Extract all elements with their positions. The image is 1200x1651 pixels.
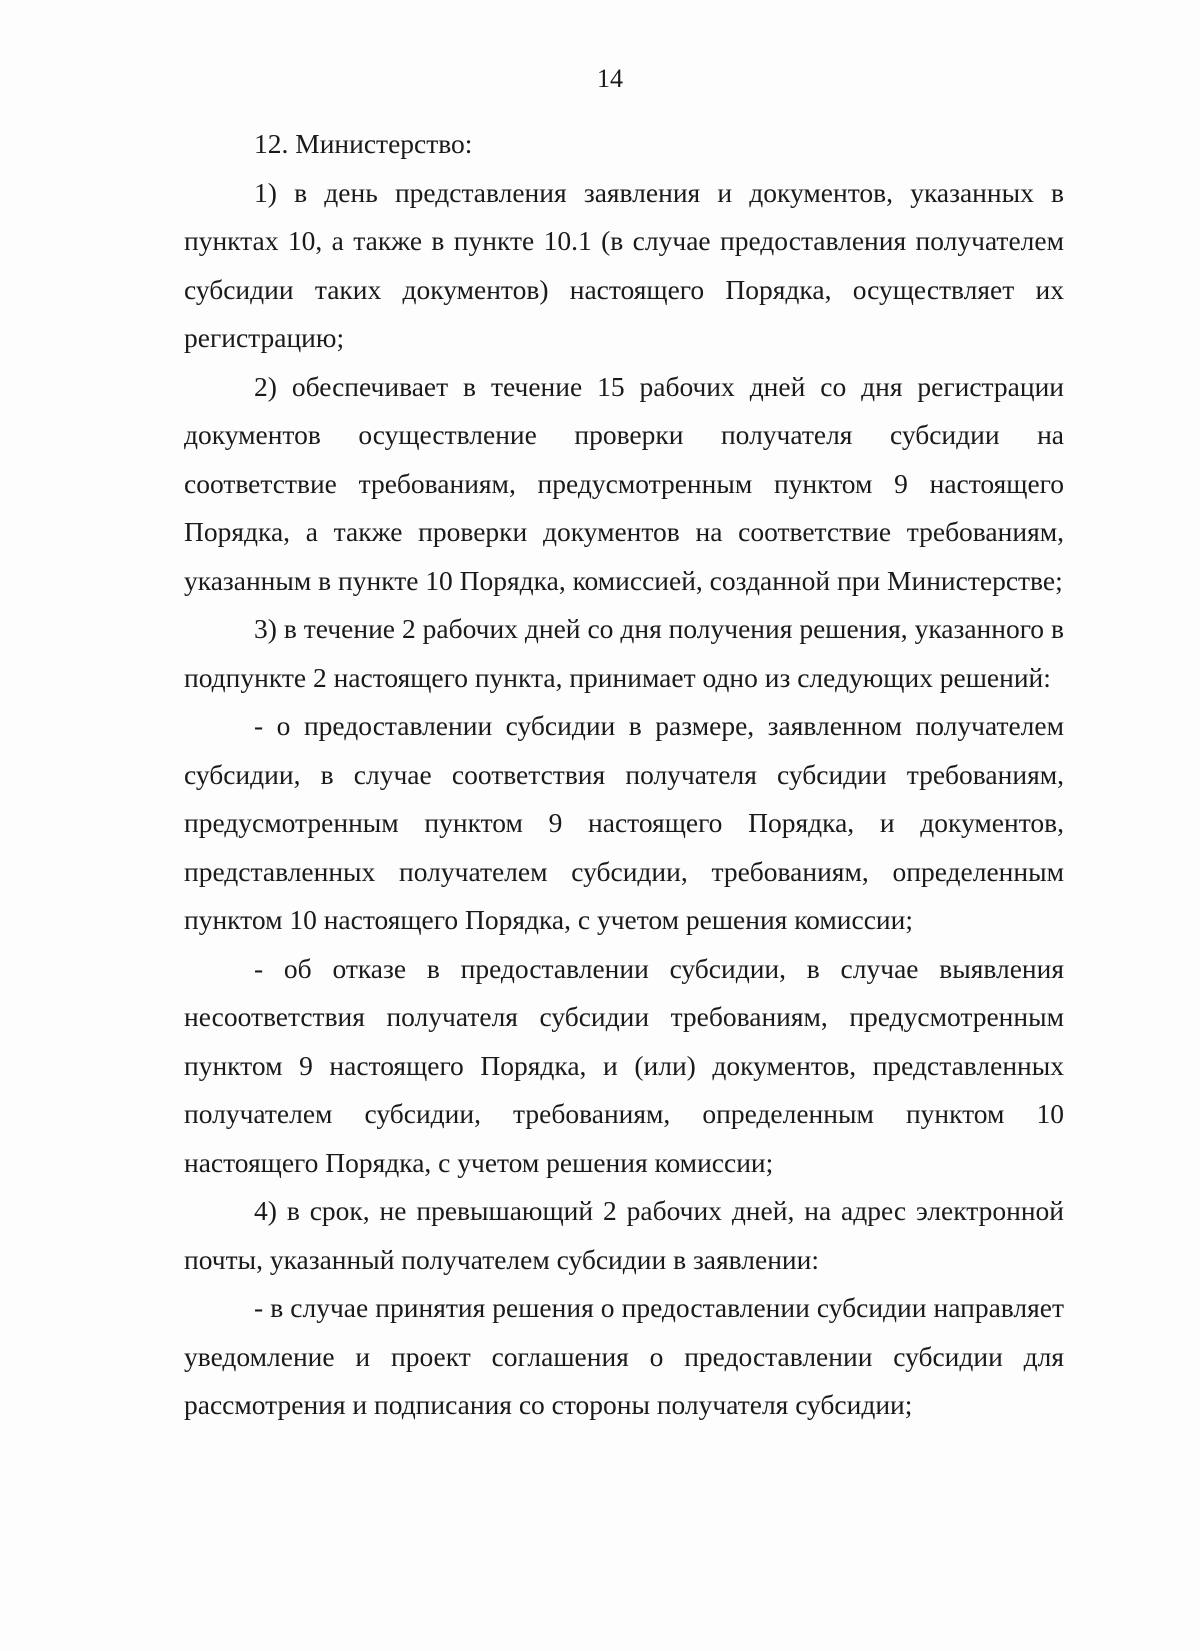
paragraph-item-3: 3) в течение 2 рабочих дней со дня получения решения, указанного в подпункте 2 настоящего пункта, принимает одно из следующих решений: bbox=[184, 613, 1064, 693]
paragraph-item-2: 2) обеспечивает в течение 15 рабочих дней со дня регистрации документов осуществление проверки получателя субсидии на соответствие требованиям, предусмотренным пунктом 9 настоящего Порядка, а также проверки документов на соответствие требованиям, указанным в пункте 10 Порядка, комиссией, созданной при Министерстве; bbox=[184, 370, 1064, 596]
document-body bbox=[184, 120, 1064, 1430]
paragraph-item-3-refusal-option: - об отказе в предоставлении субсидии, в случае выявления несоответствия получателя субсидии требованиям, предусмотренным пунктом 9 настоящего Порядка, и (или) документов, представленных получателем субсидии, требованиям, определенным пунктом 10 настоящего Порядка, с учетом решения комиссии; bbox=[184, 952, 1064, 1178]
page-number: 14 bbox=[597, 64, 623, 93]
paragraph-item-3-grant-option: - о предоставлении субсидии в размере, заявленном получателем субсидии, в случае соответствия получателя субсидии требованиям, предусмотренным пунктом 9 настоящего Порядка, и документов, представленных получателем субсидии, требованиям, определенным пунктом 10 настоящего Порядка, с учетом решения комиссии; bbox=[184, 710, 1064, 935]
paragraph-item-4-grant-notice: - в случае принятия решения о предоставлении субсидии направляет уведомление и проект соглашения о предоставлении субсидии для рассмотрения и подписания со стороны получателя субсидии; bbox=[184, 1292, 1064, 1420]
paragraph-section-12-heading: 12. Министерство: bbox=[254, 128, 473, 159]
paragraph-item-1: 1) в день представления заявления и документов, указанных в пунктах 10, а также в пункте 10.1 (в случае предоставления получателем субсидии таких документов) настоящего Порядка, осуществляет их регистрацию; bbox=[184, 176, 1064, 353]
paragraph-item-4: 4) в срок, не превышающий 2 рабочих дней, на адрес электронной почты, указанный получателем субсидии в заявлении: bbox=[184, 1195, 1064, 1275]
